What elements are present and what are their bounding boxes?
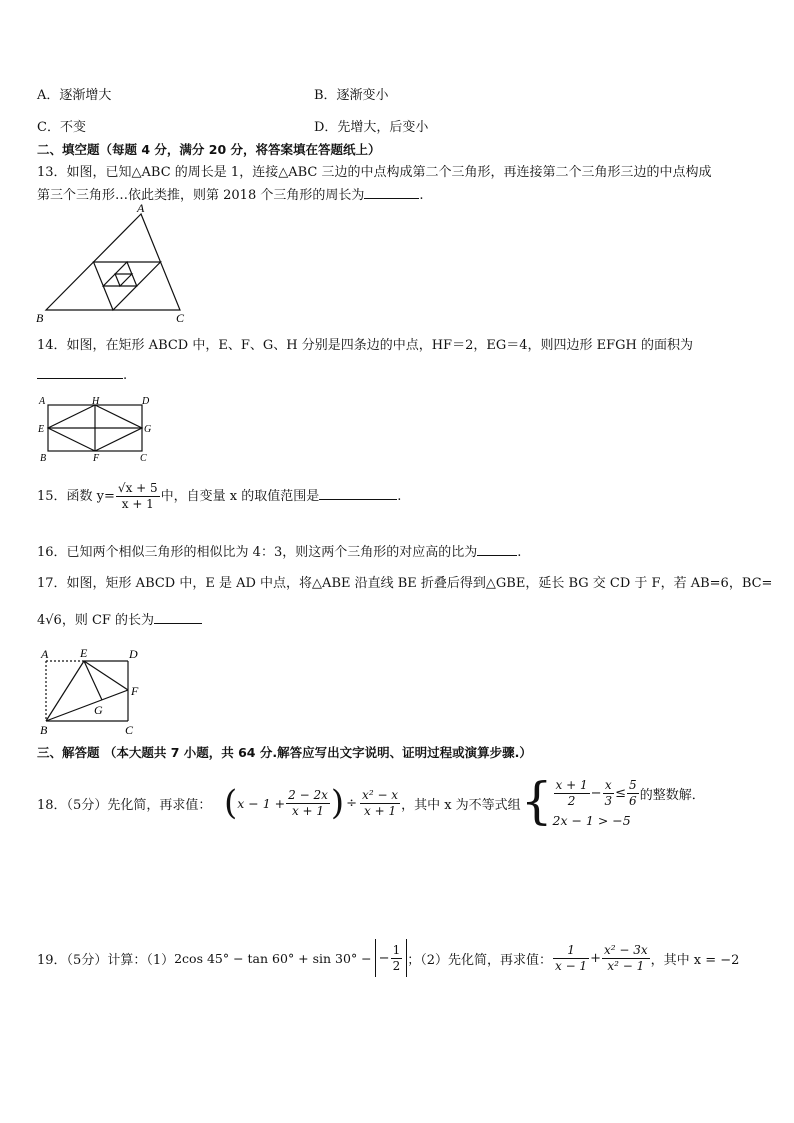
q17-line1: 17．如图，矩形 ABCD 中，E 是 AD 中点，将△ABE 沿直线 BE 折叠后得到△GBE，延长 BG 交 CD 于 F，若 AB=6，BC= — [37, 576, 773, 591]
q18-divide: ÷ — [346, 795, 358, 811]
label-b: B — [40, 453, 47, 464]
q19-g1-den: x − 1 — [554, 958, 588, 973]
q14-line1: 14．如图，在矩形 ABCD 中，E、F、G、H 分别是四条边的中点，HF＝2，EG＝4，则四边形 EFGH 的面积为 — [37, 338, 693, 353]
segment-bf — [46, 690, 128, 721]
q18-ineq-2: 2x − 1 > −5 — [552, 813, 631, 828]
q19-abs-num: 1 — [392, 942, 401, 957]
q18-f2-den: x + 1 — [364, 803, 397, 818]
q19-fraction-1 — [553, 943, 589, 974]
q19-abs-fraction — [391, 943, 403, 974]
q18-s1-minus: − — [590, 786, 602, 801]
q17-rectangle-figure — [36, 644, 146, 738]
q15-line — [37, 481, 401, 512]
label-c: C — [176, 311, 185, 324]
q19-fraction-2 — [602, 943, 650, 974]
q18-suffix: 的整数解． — [639, 788, 705, 803]
q19-line — [37, 938, 739, 978]
q18-system — [553, 778, 705, 828]
q18-middle-text: ，其中 x 为不等式组 — [401, 797, 521, 813]
q17-bc-value: 4√6 — [37, 613, 62, 628]
q18-right-paren: ) — [330, 783, 345, 823]
q16-text: 16．已知两个相似三角形的相似比为 4：3，则这两个三角形的对应高的比为 — [37, 545, 478, 560]
q16-period: . — [517, 545, 522, 560]
q15-prefix: 15．函数 y= — [37, 489, 115, 504]
label-f: F — [131, 684, 139, 698]
label-c: C — [125, 723, 134, 737]
q14-line2 — [37, 366, 127, 383]
q18-brace: { — [520, 772, 553, 830]
label-c: C — [140, 453, 147, 464]
q19-plus: + — [590, 950, 601, 966]
q19-g2-num: x² − 3x — [603, 942, 648, 957]
section-2-header: 二、填空题（每题 4 分，满分 20 分，将答案填在答题纸上） — [37, 142, 381, 157]
option-b: B．逐渐变小 — [314, 88, 389, 103]
label-a: A — [39, 396, 46, 407]
q18-term: x − 1 + — [237, 795, 286, 811]
q18-f1-den: x + 1 — [291, 803, 325, 818]
q19-g2-den: x² − 1 — [607, 958, 645, 973]
q15-period: . — [397, 489, 402, 504]
q14-period: . — [123, 368, 128, 383]
q18-expression — [224, 772, 705, 830]
q16-line — [37, 541, 521, 560]
q13-triangle-figure — [30, 200, 200, 324]
q19-prefix: 19．（5分）计算：（1） — [37, 952, 175, 968]
q15-answer-blank — [319, 487, 397, 500]
label-d: D — [129, 647, 138, 661]
q17-answer-blank — [154, 611, 202, 624]
q18-left-paren: ( — [224, 783, 238, 823]
q18-s1-f3 — [627, 778, 639, 809]
option-c: C．不变 — [37, 120, 86, 135]
label-b: B — [40, 723, 48, 737]
q19-expression-1: 2cos 45° − tan 60° + sin 30° − — [174, 950, 372, 966]
q15-numerator: √x + 5 — [117, 481, 158, 495]
q19-abs-den: 2 — [392, 958, 401, 973]
label-a: A — [137, 201, 145, 215]
q19-part2: ；（2）先化简，再求值： — [407, 952, 552, 968]
q19-g1-num: 1 — [553, 943, 589, 959]
q13-period: . — [419, 188, 424, 203]
option-a: A．逐渐增大 — [37, 88, 112, 103]
q18-f2-num: x² − x — [362, 787, 399, 802]
q19-suffix: ，其中 x = −2 — [650, 952, 740, 968]
q18-s1-n1: x + 1 — [555, 778, 588, 792]
q15-suffix: 中，自变量 x 的取值范围是 — [160, 489, 320, 504]
option-d: D．先增大，后变小 — [314, 120, 429, 135]
label-a: A — [41, 647, 49, 661]
q18-fraction-1 — [286, 788, 330, 819]
q18-s1-f1 — [554, 778, 590, 809]
q15-fraction — [116, 481, 160, 512]
triangle-fourth — [115, 274, 132, 286]
q18-s1-d3: 6 — [629, 794, 637, 808]
q19-absolute-value — [375, 939, 408, 977]
label-d: D — [142, 396, 150, 407]
q13-answer-blank — [364, 186, 419, 199]
q18-prefix: 18．（5分）先化简，再求值： — [37, 798, 212, 813]
label-e: E — [80, 646, 88, 660]
q15-denominator: x + 1 — [121, 497, 154, 511]
q18-s1-d1: 2 — [567, 794, 576, 808]
label-b: B — [36, 311, 44, 324]
q18-s1-n2: x — [603, 778, 615, 794]
section-3-header: 三、解答题 （本大题共 7 小题，共 64 分.解答应写出文字说明、证明过程或演算步骤.） — [37, 745, 532, 760]
q17-line2 — [37, 609, 202, 628]
q16-answer-blank — [477, 543, 517, 556]
segment-be — [46, 661, 84, 721]
q18-ineq-1 — [553, 778, 705, 809]
label-f: F — [93, 453, 100, 464]
q13-line1: 13．如图，已知△ABC 的周长是 1，连接△ABC 三边的中点构成第二个三角形，再连接第二个三角形三边的中点构成 — [37, 165, 712, 180]
q18-f1-num: 2 − 2x — [288, 787, 328, 802]
label-g: G — [94, 703, 103, 717]
q13-line2-text: 第三个三角形…依此类推，则第 2018 个三角形的周长为 — [37, 188, 365, 203]
label-g: G — [144, 424, 152, 435]
q18-fraction-2 — [360, 788, 400, 819]
q18-s1-f2 — [603, 778, 615, 809]
q17-text: ，则 CF 的长为 — [61, 613, 155, 628]
q14-answer-blank — [37, 366, 123, 379]
q18-s1-le: ≤ — [615, 786, 627, 801]
q18-s1-d2: 3 — [604, 794, 613, 808]
label-h: H — [92, 396, 100, 407]
q19-abs-sign: − — [378, 950, 390, 966]
label-e: E — [38, 424, 45, 435]
q14-rectangle-figure — [36, 394, 156, 466]
q18-s1-n3: 5 — [629, 778, 637, 792]
